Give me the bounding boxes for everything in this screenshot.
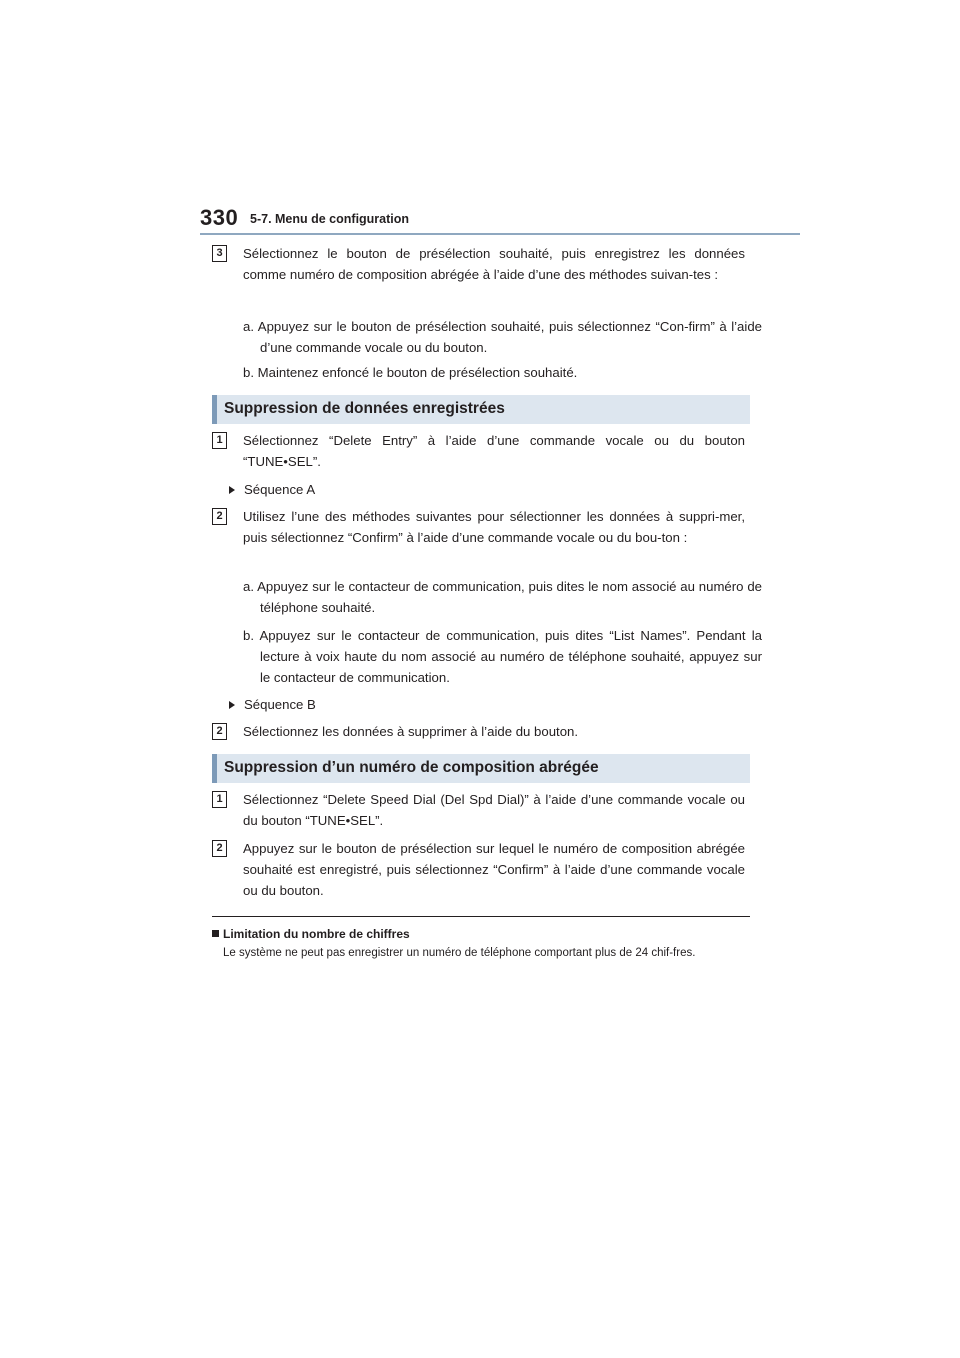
sequence-label xyxy=(229,694,316,715)
note-divider xyxy=(212,916,750,917)
step-number-box: 1 xyxy=(212,432,227,449)
triangle-bullet-icon xyxy=(229,486,235,494)
step-number-box: 3 xyxy=(212,245,227,262)
sub-step-text: b. Maintenez enfoncé le bouton de présélection souhaité. xyxy=(243,365,578,380)
step-number-box: 2 xyxy=(212,723,227,740)
heading-accent-bar xyxy=(212,395,217,424)
sub-step-text: b. Appuyez sur le contacteur de communication, puis dites “List Names”. Pendant la lecture à voix haute du nom associé au numéro de téléphone souhaité, appuyez sur le contacteur de communication. xyxy=(243,628,762,685)
page-number: 330 xyxy=(200,205,239,230)
sequence-label-text: Séquence A xyxy=(244,482,316,497)
note-title xyxy=(212,927,410,941)
heading-title: Suppression d’un numéro de composition abrégée xyxy=(224,759,599,776)
step-text: Sélectionnez “Delete Speed Dial (Del Spd Dial)” à l’aide d’une commande vocale ou du bouton “TUNE•SEL”. xyxy=(243,792,745,828)
sub-step-text: a. Appuyez sur le bouton de présélection souhaité, puis sélectionnez “Con-firm” à l’aide d’une commande vocale ou du bouton. xyxy=(243,319,762,355)
sequence-label xyxy=(229,479,315,500)
step-number-box: 2 xyxy=(212,840,227,857)
step-number-box: 2 xyxy=(212,508,227,525)
heading-title: Suppression de données enregistrées xyxy=(224,400,505,417)
step-text: Appuyez sur le bouton de présélection sur lequel le numéro de composition abrégée souhaité est enregistré, puis sélectionnez “Confirm” à l’aide d’une commande vocale ou du bouton. xyxy=(243,841,745,898)
sequence-label-text: Séquence B xyxy=(244,697,316,712)
section-heading xyxy=(212,395,750,424)
triangle-bullet-icon xyxy=(229,701,235,709)
sub-step-text: a. Appuyez sur le contacteur de communication, puis dites le nom associé au numéro de téléphone souhaité. xyxy=(243,579,762,615)
step-text: Sélectionnez “Delete Entry” à l’aide d’une commande vocale ou du bouton “TUNE•SEL”. xyxy=(243,433,745,469)
step-text: Sélectionnez les données à supprimer à l’aide du bouton. xyxy=(243,724,579,739)
step-text: Utilisez l’une des méthodes suivantes pour sélectionner les données à suppri-mer, puis sélectionnez “Confirm” à l’aide d’une commande vocale ou du bou-ton : xyxy=(243,509,745,545)
note-text: Le système ne peut pas enregistrer un numéro de téléphone comportant plus de 24 chif-fres. xyxy=(223,947,696,959)
step-text: Sélectionnez le bouton de présélection souhaité, puis enregistrez les données comme numéro de composition abrégée à l’aide d’une des méthodes suivan-tes : xyxy=(243,246,745,282)
header-divider xyxy=(200,233,800,235)
step-number-box: 1 xyxy=(212,791,227,808)
section-heading xyxy=(212,754,750,783)
section-title: 5-7. Menu de configuration xyxy=(250,212,410,226)
heading-accent-bar xyxy=(212,754,217,783)
square-bullet-icon xyxy=(212,930,219,937)
note-title-text: Limitation du nombre de chiffres xyxy=(223,927,410,941)
